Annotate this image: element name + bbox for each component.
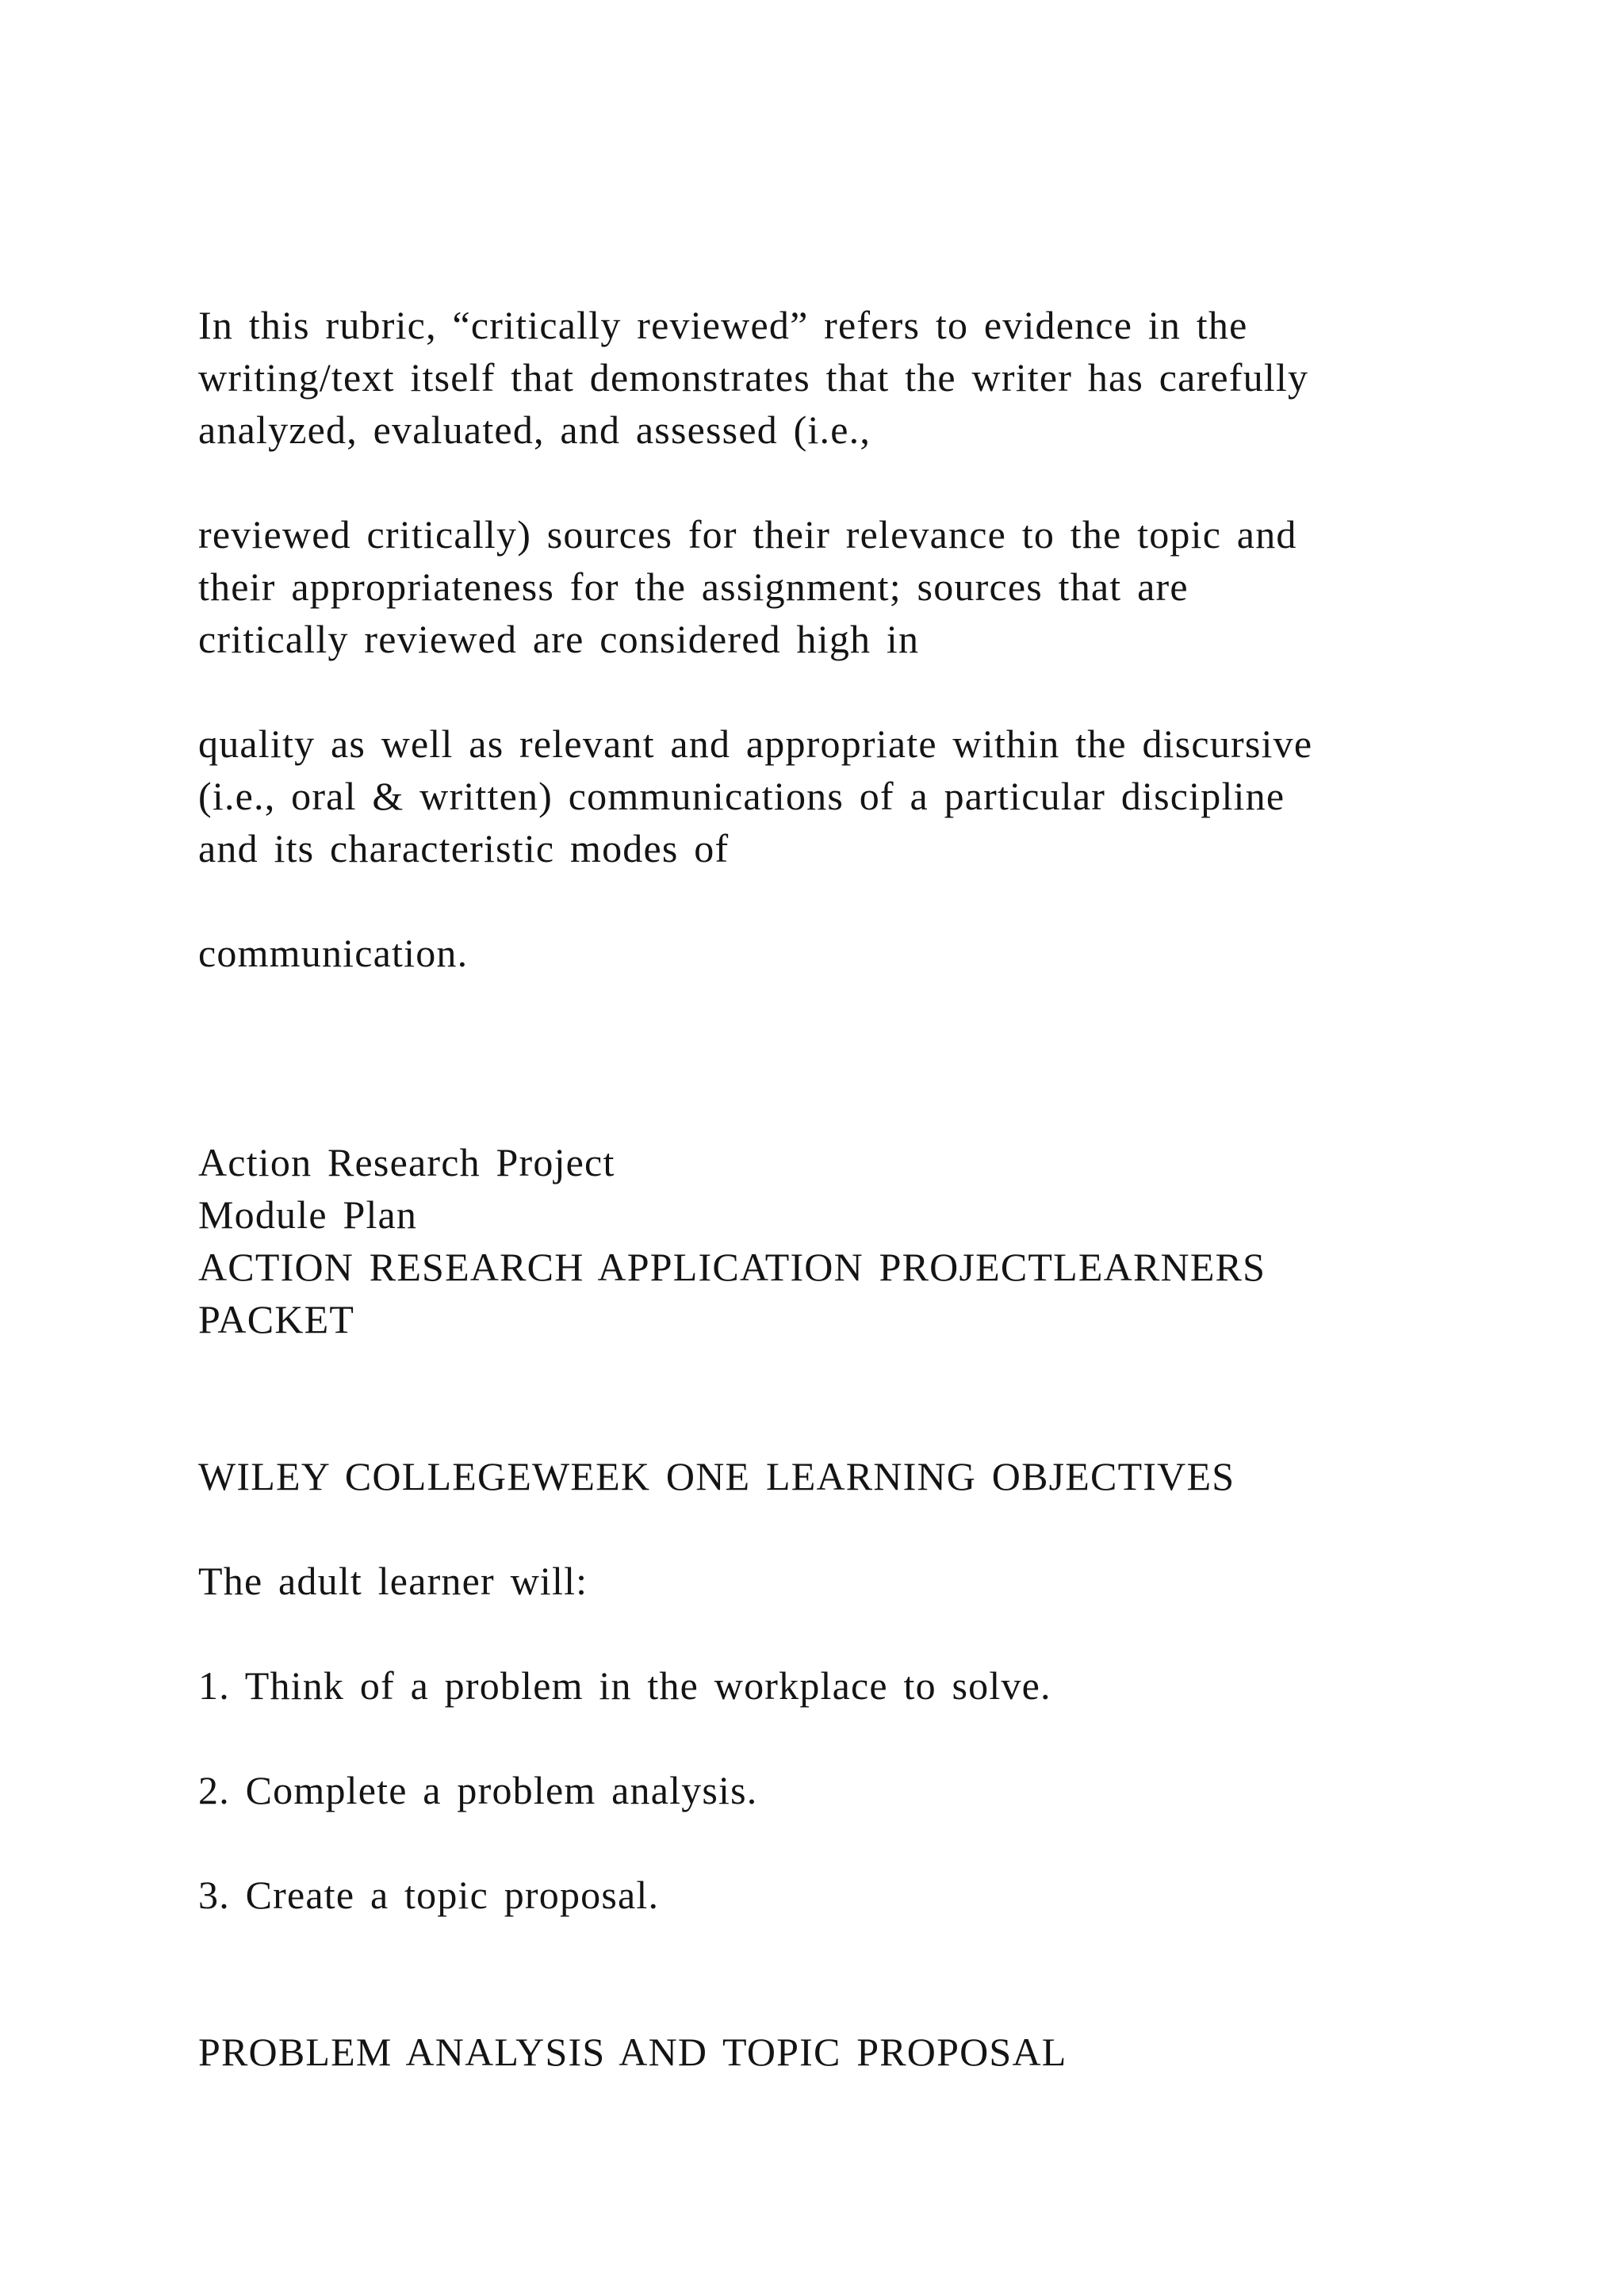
text-line: their appropriateness for the assignment; sources that are (198, 564, 1189, 609)
text-line: (i.e., oral & written) communications of a particular discipline (198, 774, 1285, 818)
text-line: and its characteristic modes of (198, 826, 730, 871)
project-title: Action Research Project (198, 1140, 615, 1184)
module-title: Module Plan (198, 1192, 418, 1237)
text-line: analyzed, evaluated, and assessed (i.e., (198, 408, 871, 452)
objectives-intro: The adult learner will: (198, 1559, 588, 1603)
week-heading: WILEY COLLEGEWEEK ONE LEARNING OBJECTIVES (198, 1454, 1235, 1498)
packet-title: ACTION RESEARCH APPLICATION PROJECTLEARNERS (198, 1245, 1266, 1289)
text-line: In this rubric, “critically reviewed” refers to evidence in the (198, 303, 1248, 347)
list-item: 2. Complete a problem analysis. (198, 1768, 758, 1812)
section-heading: PROBLEM ANALYSIS AND TOPIC PROPOSAL (198, 2030, 1067, 2074)
text-line: communication. (198, 931, 469, 975)
text-line: reviewed critically) sources for their relevance to the topic and (198, 512, 1297, 557)
packet-title-continued: PACKET (198, 1297, 355, 1341)
text-line: critically reviewed are considered high in (198, 617, 920, 661)
list-item: 3. Create a topic proposal. (198, 1873, 660, 1917)
list-item: 1. Think of a problem in the workplace to solve. (198, 1663, 1051, 1708)
text-line: writing/text itself that demonstrates that the writer has carefully (198, 355, 1309, 400)
text-line: quality as well as relevant and appropriate within the discursive (198, 721, 1313, 766)
